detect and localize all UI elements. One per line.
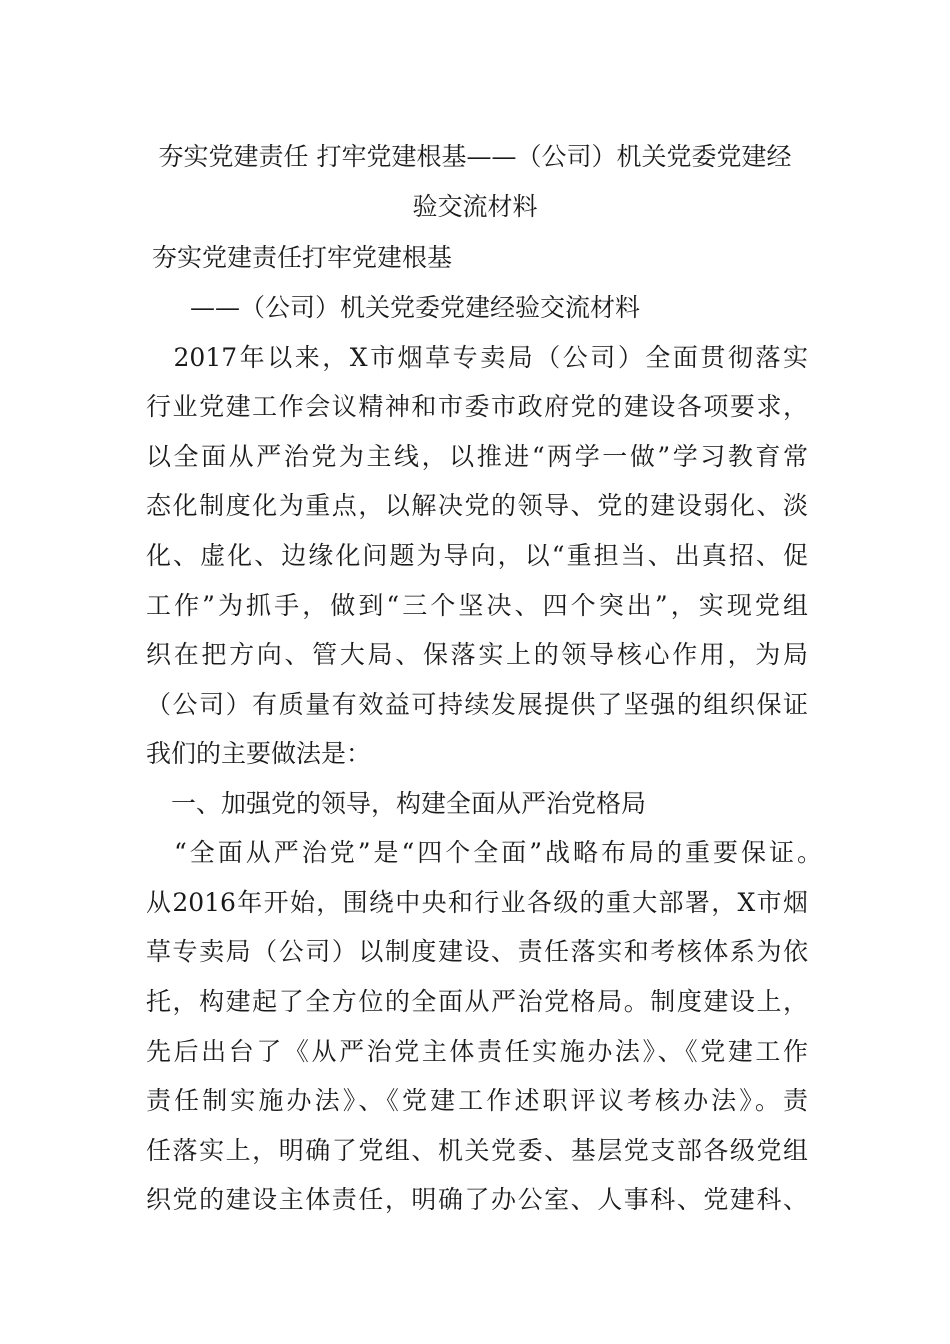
body-line: 以全面从严治党为主线，以推进“两学一做”学习教育常 bbox=[146, 442, 808, 471]
document-title-line-2: 验交流材料 bbox=[412, 192, 538, 221]
body-line: 任落实上，明确了党组、机关党委、基层党支部各级党组 bbox=[146, 1136, 808, 1165]
body-line: 织在把方向、管大局、保落实上的领导核心作用，为局 bbox=[146, 640, 808, 669]
body-line: 托，构建起了全方位的全面从严治党格局。制度建设上， bbox=[146, 987, 808, 1016]
body-line: 2017年以来，X市烟草专卖局（公司）全面贯彻落实 bbox=[146, 343, 808, 372]
body-line: 草专卖局（公司）以制度建设、责任落实和考核体系为依 bbox=[146, 937, 808, 966]
document-title-line-1: 夯实党建责任 打牢党建根基——（公司）机关党委党建经 bbox=[158, 142, 792, 171]
body-line: 我们的主要做法是： bbox=[146, 739, 372, 768]
body-line: 责任制实施办法》、《党建工作述职评议考核办法》。责 bbox=[146, 1086, 808, 1115]
document-subtitle-2: ——（公司）机关党委党建经验交流材料 bbox=[190, 293, 641, 322]
body-line: 工作”为抓手，做到“三个坚决、四个突出”，实现党组 bbox=[146, 591, 808, 620]
body-line: （公司）有质量有效益可持续发展提供了坚强的组织保证 bbox=[146, 690, 808, 719]
body-line: “全面从严治党”是“四个全面”战略布局的重要保证。 bbox=[146, 838, 822, 867]
section-heading: 一、加强党的领导，构建全面从严治党格局 bbox=[146, 789, 647, 818]
body-line: 先后出台了《从严治党主体责任实施办法》、《党建工作 bbox=[146, 1037, 808, 1066]
body-line: 行业党建工作会议精神和市委市政府党的建设各项要求， bbox=[146, 392, 808, 421]
body-line: 化、虚化、边缘化问题为导向，以“重担当、出真招、促 bbox=[146, 541, 808, 570]
body-line: 态化制度化为重点，以解决党的领导、党的建设弱化、淡 bbox=[146, 491, 808, 520]
document-subtitle: 夯实党建责任打牢党建根基 bbox=[152, 243, 453, 272]
body-line: 从2016年开始，围绕中央和行业各级的重大部署，X市烟 bbox=[146, 888, 808, 917]
body-line: 织党的建设主体责任，明确了办公室、人事科、党建科、 bbox=[146, 1185, 808, 1214]
